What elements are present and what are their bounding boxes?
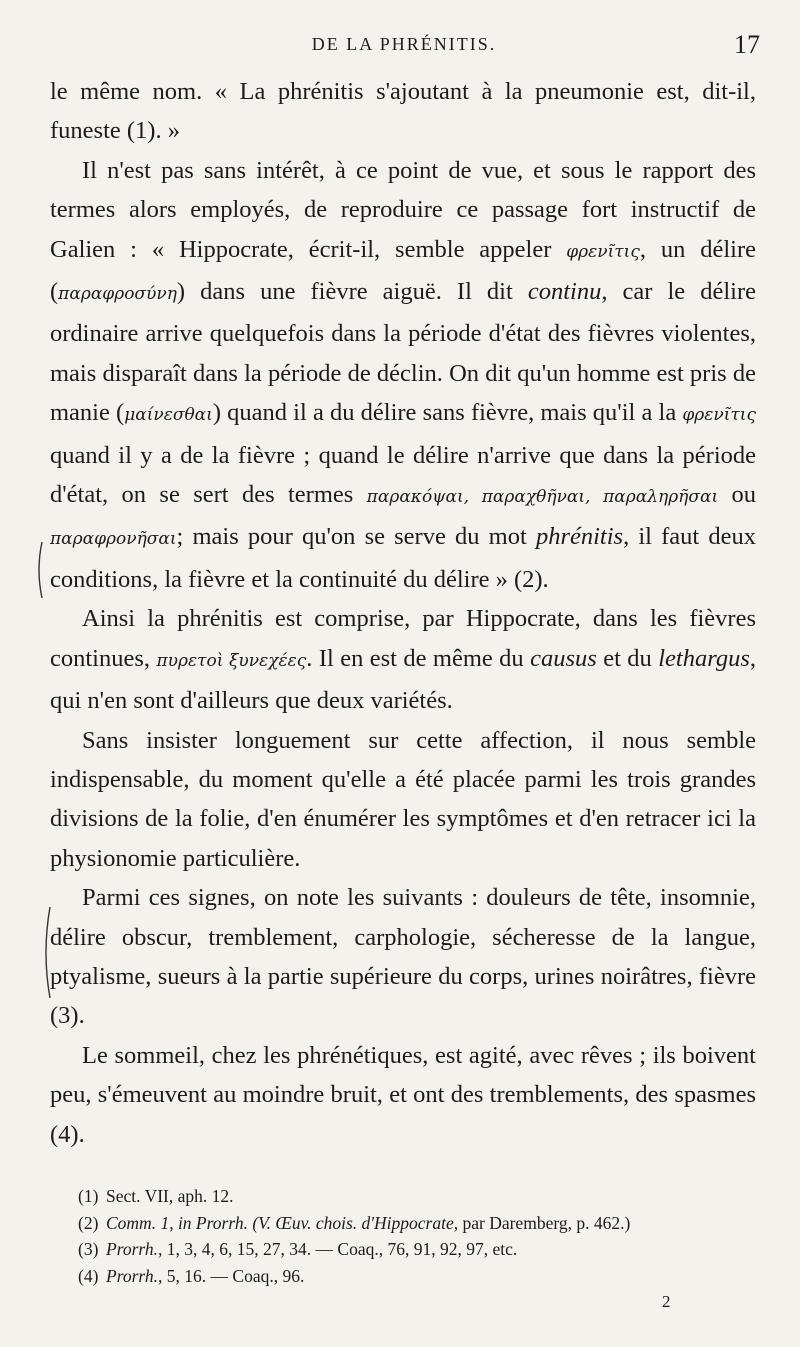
italic-term: lethargus (658, 644, 750, 672)
footnote: (1) Sect. VII, aph. 12. (78, 1183, 768, 1210)
margin-bracket-icon (40, 905, 52, 1000)
page-title: DE LA PHRÉNITIS. (311, 34, 497, 54)
paragraph-2: Il n'est pas sans intérêt, à ce point de vue, et sous le rapport des termes alors employés, de reproduire ce passage fort instructif de Galien : « Hippocrate, écrit-il, semble appeler φρενῖτις, un délire (παραφροσύνη) dans une fièvre aiguë. Il dit continu, car le délire ordinaire arrive quelquefois dans la période d'état des fièvres violentes, mais disparaît dans la période de déclin. On dit qu'un homme est pris de manie (μαίνεσθαι) quand il a du délire sans fièvre, mais qu'il a la φρενῖτις quand il y a de la fièvre ; quand le délire n'arrive que dans la période d'état, on se sert des termes παρακόψαι, παραχθῆναι, παραληρῆσαι ou παραφρονῆσαι; mais pour qu'on se serve du mot phrénitis, il faut deux conditions, la fièvre et la continuité du délire » (2). (50, 156, 757, 593)
paragraph-5: Parmi ces signes, on note les suivants : douleurs de tête, insomnie, délire obscur, tremblement, carphologie, sécheresse de la langue, ptyalisme, sueurs à la partie supérieure du corps, urines noirâtres, fièvre (3). (50, 884, 756, 1030)
footnote: (3) Prorrh., 1, 3, 4, 6, 15, 27, 34. — Coaq., 76, 91, 92, 97, etc. (78, 1236, 768, 1263)
greek-term: παρακόψαι, παραχθῆναι, παραληρῆσαι (366, 487, 719, 508)
footnotes (78, 1183, 768, 1289)
greek-term: φρενῖτις (682, 405, 756, 426)
footnote-number: (2) (78, 1212, 99, 1233)
greek-term: φρενῖτις (566, 241, 640, 262)
running-head (48, 30, 760, 60)
footnote: (4) Prorrh., 5, 16. — Coaq., 96. (78, 1263, 768, 1290)
italic-term: continu (527, 278, 602, 306)
italic-term: phrénitis (535, 523, 624, 551)
paragraph-1: le même nom. « La phrénitis s'ajoutant à la pneumonie est, dit-il, funeste (1). » (50, 78, 756, 145)
greek-term: παραφροσύνη (58, 284, 177, 305)
main-text (50, 72, 756, 1154)
footnote-number: (1) (78, 1186, 99, 1206)
footnote-number: (4) (78, 1265, 99, 1286)
greek-term: μαίνεσθαι (124, 405, 213, 426)
paragraph-3: Ainsi la phrénitis est comprise, par Hippocrate, dans les fièvres continues, πυρετοὶ ξυνεχέες. Il en est de même du causus et du lethargus, qui n'en sont d'ailleurs que deux variétés. (50, 605, 756, 715)
italic-term: causus (530, 644, 597, 672)
paragraph-6: Le sommeil, chez les phrénétiques, est agité, avec rêves ; ils boivent peu, s'émeuvent au moindre bruit, et ont des tremblements, des spasmes (4). (50, 1041, 756, 1148)
page-number: 17 (734, 30, 760, 59)
greek-term: παραφρονῆσαι (50, 529, 177, 550)
footnote-number: (3) (78, 1239, 99, 1259)
paragraph-4: Sans insister longuement sur cette affection, il nous semble indispensable, du moment qu'elle a été placée parmi les trois grandes divisions de la folie, d'en énumérer les symptômes et d'en retracer ici la physionomie particulière. (50, 726, 756, 872)
margin-bracket-icon (34, 540, 44, 600)
greek-term: πυρετοὶ ξυνεχέες (156, 650, 307, 671)
footnote: (2) Comm. 1, in Prorrh. (V. Œuv. chois. d'Hippocrate, par Daremberg, p. 462.) (78, 1210, 768, 1237)
signature-mark: 2 (662, 1292, 671, 1311)
